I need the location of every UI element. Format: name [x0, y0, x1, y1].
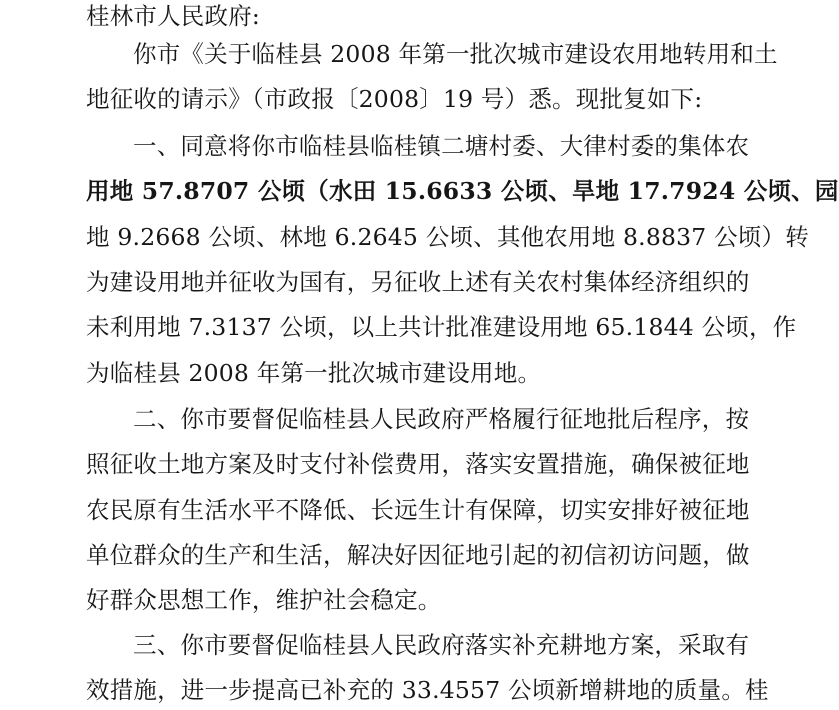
body-line-6: 为建设用地并征收为国有，另征收上述有关农村集体经济组织的: [86, 268, 750, 296]
body-line-4: 用地 57.8707 公顷（水田 15.6633 公顷、旱地 17.7924 公顷、园: [86, 177, 839, 205]
body-line-10: 照征收土地方案及时支付补偿费用，落实安置措施，确保被征地: [86, 450, 750, 478]
body-line-1: 你市《关于临桂县 2008 年第一批次城市建设农用地转用和土: [133, 40, 778, 68]
body-line-11: 农民原有生活水平不降低、长远生计有保障，切实安排好被征地: [86, 496, 750, 524]
body-line-5: 地 9.2668 公顷、林地 6.2645 公顷、其他农用地 8.8837 公顷）转: [86, 223, 809, 251]
body-line-3: 一、同意将你市临桂县临桂镇二塘村委、大律村委的集体农: [133, 132, 750, 160]
body-line-7: 未利用地 7.3137 公顷，以上共计批准建设用地 65.1844 公顷，作: [86, 313, 797, 341]
body-line-2: 地征收的请示》（市政报〔2008〕19 号）悉。现批复如下:: [86, 85, 703, 113]
body-line-14: 三、你市要督促临桂县人民政府落实补充耕地方案，采取有: [133, 631, 750, 659]
body-line-9: 二、你市要督促临桂县人民政府严格履行征地批后程序，按: [133, 405, 750, 433]
addressee-line: 桂林市人民政府:: [86, 2, 261, 30]
body-line-8: 为临桂县 2008 年第一批次城市建设用地。: [86, 359, 542, 387]
body-line-12: 单位群众的生产和生活，解决好因征地引起的初信初访问题，做: [86, 541, 750, 569]
body-line-15: 效措施，进一步提高已补充的 33.4557 公顷新增耕地的质量。桂: [86, 676, 769, 704]
body-line-13: 好群众思想工作，维护社会稳定。: [86, 586, 442, 614]
